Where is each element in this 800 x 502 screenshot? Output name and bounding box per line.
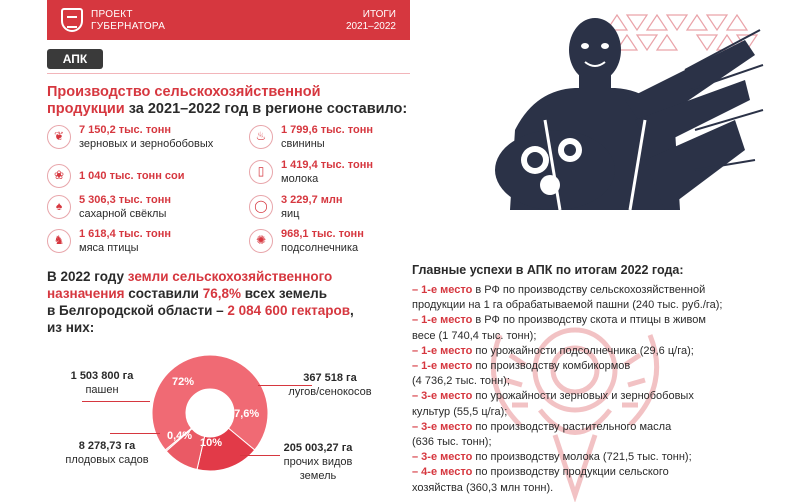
legend-name: плодовых садов — [65, 454, 149, 466]
success-title: Главные успехи в АПК по итогам 2022 года: — [412, 263, 684, 277]
stat-label: молока — [281, 173, 319, 185]
success-text: по производству комбикормов — [472, 360, 631, 373]
leader-line-orchard — [110, 433, 160, 434]
land-title — [47, 268, 417, 336]
results-line-2: 2021–2022 — [345, 21, 396, 32]
chicken-icon: ♞ — [47, 229, 71, 253]
production-title-red-2: продукции — [47, 101, 125, 117]
success-text: в РФ по производству скота и птицы в живом — [472, 314, 706, 327]
success-place: – 3-е место — [412, 390, 473, 403]
brand-line-1: ПРОЕКТ — [91, 9, 133, 20]
leader-line-meadow — [258, 385, 312, 386]
stat-value: 3 229,7 млн — [281, 194, 343, 206]
farmer-illustration — [445, 10, 765, 250]
success-item — [412, 389, 772, 419]
governor-project-logo — [61, 8, 83, 32]
section-tag: АПК — [47, 49, 103, 69]
milk-icon: ▯ — [249, 160, 273, 184]
success-item — [412, 359, 772, 389]
success-text: (636 тыс. тонн); — [412, 436, 492, 449]
success-place: – 3-е место — [412, 420, 473, 433]
sunflower-icon: ✺ — [249, 229, 273, 253]
land-text: в Белгородской области – — [47, 303, 228, 318]
header-bar — [47, 0, 410, 40]
stat-label: свинины — [281, 138, 325, 150]
leader-line-other — [240, 455, 280, 456]
land-text: из них: — [47, 320, 95, 335]
stat-label: подсолнечника — [281, 242, 359, 254]
stat-label: яиц — [281, 208, 300, 220]
legend-value: 8 278,73 га — [78, 440, 136, 452]
stat-value: 7 150,2 тыс. тонн — [79, 124, 172, 136]
success-item — [412, 465, 772, 495]
production-title-red-1: Производство сельскохозяйственной — [47, 84, 321, 100]
beet-icon: ♠ — [47, 195, 71, 219]
production-title-rest: за 2021–2022 год в регионе составило: — [124, 101, 408, 117]
land-text-red: земли сельскохозяйственного — [127, 269, 333, 284]
legend-value: 367 518 га — [303, 372, 357, 384]
brand-text — [91, 9, 165, 33]
stat-value: 1 040 тыс. тонн сои — [79, 170, 185, 182]
success-item — [412, 420, 772, 450]
legend-name: лугов/сенокосов — [288, 386, 372, 398]
production-title — [47, 84, 417, 118]
slice-label-arable: 72% — [172, 376, 195, 388]
results-text — [346, 9, 396, 33]
success-item — [412, 313, 772, 343]
leader-line-arable — [82, 401, 150, 402]
land-text: всех земель — [241, 286, 328, 301]
success-list — [412, 283, 772, 496]
slice-label-meadow: 17,6% — [228, 408, 260, 420]
success-place: – 1-е место — [412, 284, 473, 296]
legend-value: 1 503 800 га — [70, 370, 134, 382]
land-text: , — [350, 303, 354, 318]
success-text: по урожайности зерновых и зернобобовых — [472, 390, 694, 403]
success-text: продукции на 1 га обрабатываемой пашни (240 тыс. руб./га); — [412, 299, 723, 312]
success-item — [412, 450, 772, 465]
success-text: по производству продукции сельского — [472, 466, 669, 479]
success-item — [412, 283, 772, 313]
land-text: составили — [124, 286, 203, 301]
legend-name: земель — [299, 470, 337, 482]
land-text-red: назначения — [47, 286, 125, 301]
success-text: хозяйства (360,3 млн тонн). — [412, 481, 554, 494]
success-text: по урожайности подсолнечника (29,6 ц/га); — [472, 344, 694, 357]
success-item — [412, 344, 772, 359]
land-percent: 76,8% — [202, 286, 242, 301]
success-text: по производству растительного масла — [472, 420, 672, 433]
stat-value: 5 306,3 тыс. тонн — [79, 194, 172, 206]
stat-label: зерновых и зернобобовых — [79, 138, 214, 150]
stat-value: 968,1 тыс. тонн — [281, 228, 364, 240]
slice-label-orchard: 0,4% — [167, 430, 193, 442]
stat-value: 1 618,4 тыс. тонн — [79, 228, 172, 240]
success-place: – 1-е место — [412, 344, 473, 357]
results-line-1: ИТОГИ — [362, 9, 396, 20]
egg-icon: ◯ — [249, 195, 273, 219]
slice-label-other: 10% — [200, 437, 223, 449]
stat-value: 1 799,6 тыс. тонн — [281, 124, 374, 136]
wheat-icon: ❦ — [47, 125, 71, 149]
land-hectares: 2 084 600 гектаров — [227, 303, 350, 318]
legend-other — [262, 441, 374, 483]
brand-line-2: ГУБЕРНАТОРА — [91, 21, 166, 32]
section-divider — [47, 73, 410, 74]
soy-icon: ❀ — [47, 164, 71, 188]
success-place: – 1-е место — [412, 360, 473, 373]
legend-arable — [52, 369, 152, 397]
stat-label: мяса птицы — [79, 242, 139, 254]
legend-value: 205 003,27 га — [283, 442, 353, 454]
land-text: В 2022 году — [47, 269, 128, 284]
success-place: – 1-е место — [412, 314, 473, 327]
legend-orchard — [52, 439, 162, 467]
legend-name: прочих видов — [283, 456, 353, 468]
success-text: (4 736,2 тыс. тонн); — [412, 375, 510, 388]
stat-value: 1 419,4 тыс. тонн — [281, 159, 374, 171]
success-text: по производству молока (721,5 тыс. тонн); — [472, 451, 692, 464]
success-place: – 3-е место — [412, 451, 473, 464]
stat-label: сахарной свёклы — [79, 208, 167, 220]
success-place: – 4-е место — [412, 466, 473, 479]
legend-name: пашен — [85, 384, 119, 396]
success-text: весе (1 740,4 тыс. тонн); — [412, 329, 537, 342]
success-text: культур (55,5 ц/га); — [412, 405, 508, 418]
pig-icon: ♨ — [249, 125, 273, 149]
success-text: в РФ по производству сельскохозяйственной — [472, 284, 706, 296]
